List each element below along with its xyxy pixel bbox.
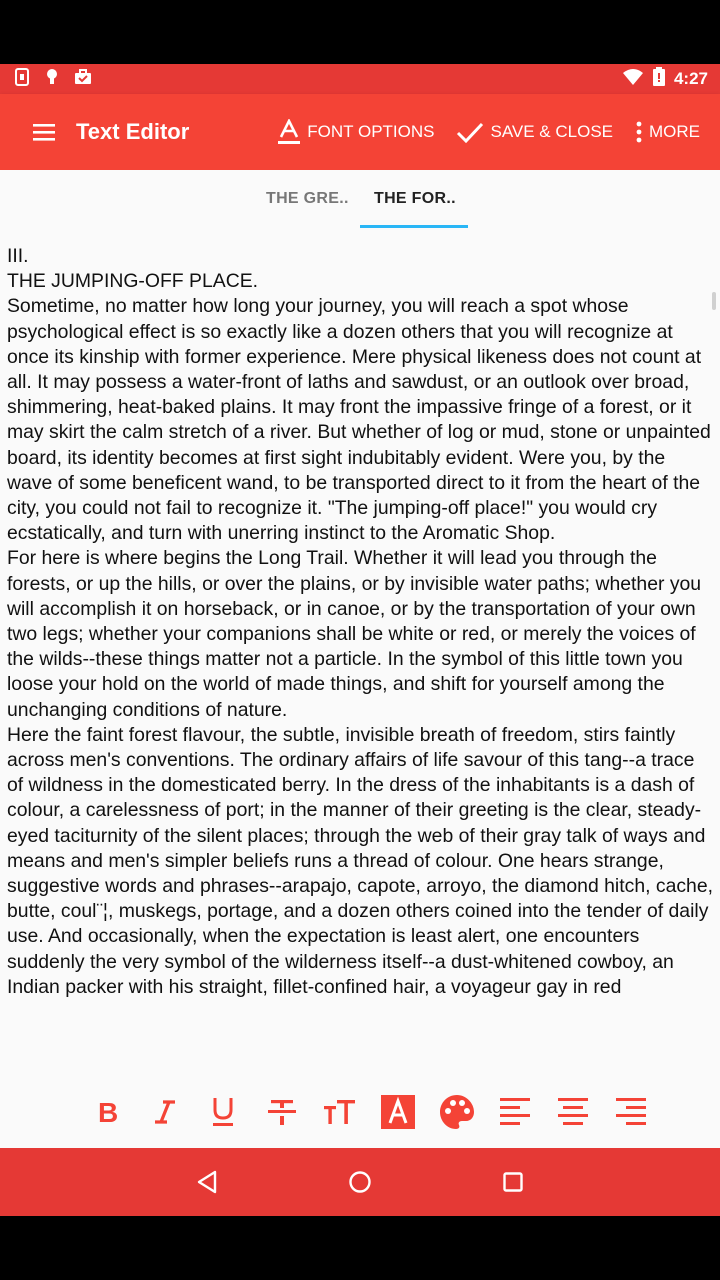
document-text-area[interactable] bbox=[7, 244, 713, 1070]
palette-icon bbox=[438, 1093, 476, 1131]
bottom-black-area bbox=[0, 1216, 720, 1280]
align-right-icon bbox=[615, 1097, 647, 1127]
font-options-label: FONT OPTIONS bbox=[307, 122, 435, 141]
italic-button[interactable] bbox=[143, 1090, 187, 1134]
font-options-button[interactable] bbox=[277, 119, 434, 145]
more-vert-icon bbox=[635, 121, 643, 143]
status-left-icons bbox=[0, 68, 92, 91]
text-color-icon bbox=[381, 1095, 415, 1129]
bold-icon bbox=[95, 1098, 119, 1126]
font-icon bbox=[277, 119, 301, 145]
align-left-button[interactable] bbox=[493, 1090, 537, 1134]
bold-button[interactable] bbox=[85, 1090, 129, 1134]
recents-icon bbox=[501, 1170, 525, 1194]
menu-button[interactable] bbox=[28, 116, 60, 148]
tab-indicator bbox=[360, 225, 468, 228]
save-close-label: SAVE & CLOSE bbox=[490, 122, 613, 141]
recents-button[interactable] bbox=[496, 1165, 530, 1199]
palette-button[interactable] bbox=[435, 1090, 479, 1134]
more-label: MORE bbox=[649, 122, 700, 141]
text-size-icon bbox=[323, 1098, 357, 1126]
tab-the-gre[interactable]: THE GRE.. bbox=[266, 190, 349, 207]
battery-icon bbox=[652, 67, 666, 92]
format-toolbar bbox=[0, 1080, 720, 1144]
top-black-area bbox=[0, 0, 720, 64]
paragraph: III. bbox=[7, 245, 29, 267]
align-right-button[interactable] bbox=[609, 1090, 653, 1134]
align-left-icon bbox=[499, 1097, 531, 1127]
italic-icon bbox=[153, 1098, 177, 1126]
paragraph: For here is where begins the Long Trail. Whether it will lead you through the forests, or up the hills, or over the plains, or by invisible water paths; whether you will accomplish it on horseback, or in canoe, or by the transportation of your own two legs; whether your companions shall be white or red, or merely the voices of the wilds--these things matter not a particle. In the symbol of this little town you loose your hold on the world of made things, and shift for yourself among the unchanging conditions of nature. bbox=[7, 547, 702, 721]
scrollbar[interactable] bbox=[712, 292, 716, 310]
sim-card-icon bbox=[14, 68, 30, 91]
text-color-button[interactable] bbox=[376, 1090, 420, 1134]
hamburger-menu-icon bbox=[32, 122, 56, 142]
app-bar bbox=[0, 94, 720, 170]
underline-icon bbox=[210, 1096, 236, 1128]
paragraph: Here the faint forest flavour, the subtle, invisible breath of freedom, stirs faintly across men's conventions. The ordinary affairs of life savour of this tang--a trace of wildness in the domesticated berry. In the dress of the inhabitants is a dash of colour, a carelessness of port; in the manner of their greeting is the clear, steady-eyed taciturnity of the silent places; through the web of their gray talk of ways and means and men's simpler beliefs runs a thread of colour. One hears strange, suggestive words and phrases--arapajo, capote, arroyo, the diamond hitch, cache, butte, coul¨¦, muskegs, portage, and a dozen others coined into the tender of daily use. And occasionally, when the expectation is least alert, one encounters suddenly the very symbol of the wilderness itself--a dust-whitened cowboy, an Indian packer with his straight, fillet-confined hair, a voyageur gay in red bbox=[7, 723, 713, 998]
editor-content bbox=[0, 170, 720, 1148]
status-right bbox=[622, 67, 720, 92]
home-icon bbox=[347, 1169, 373, 1195]
strikethrough-button[interactable] bbox=[260, 1090, 304, 1134]
more-button[interactable] bbox=[635, 121, 700, 143]
navigation-bar bbox=[0, 1148, 720, 1216]
paragraph: THE JUMPING-OFF PLACE. bbox=[7, 270, 259, 293]
check-icon bbox=[456, 121, 484, 143]
app-title: Text Editor bbox=[76, 119, 190, 144]
briefcase-icon bbox=[74, 68, 92, 91]
status-bar bbox=[0, 64, 720, 94]
home-button[interactable] bbox=[343, 1165, 377, 1199]
tab-the-for[interactable]: THE FOR.. bbox=[374, 190, 456, 207]
back-icon bbox=[195, 1169, 219, 1195]
align-center-icon bbox=[557, 1097, 589, 1127]
strikethrough-icon bbox=[267, 1098, 297, 1126]
back-button[interactable] bbox=[190, 1165, 224, 1199]
app-bar-actions bbox=[255, 119, 720, 145]
underline-button[interactable] bbox=[201, 1090, 245, 1134]
svg-text:B: B bbox=[98, 1098, 119, 1126]
align-center-button[interactable] bbox=[551, 1090, 595, 1134]
document-tabs bbox=[0, 170, 720, 230]
paragraph: Sometime, no matter how long your journey, you will reach a spot whose psychological effect is so exactly like a dozen others that you will recognize at once its kinship with former experience. Mere physical likeness does not count at all. It may possess a water-front of laths and sawdust, or an outlook over broad, shimmering, heat-baked plains. It may front the impassive fringe of a forest, or it may skirt the calm stretch of a river. But whether of log or mud, stone or unpainted board, its identity becomes at first sight indubitably evident. Were you, by the wave of some beneficent wand, to be transported direct to it from the heart of the city, you could not fail to recognize it. "The jumping-off place!" you would cry ecstatically, and turn with unerring instinct to the Aromatic Shop. bbox=[7, 295, 711, 545]
status-time: 4:27 bbox=[673, 69, 708, 88]
text-size-button[interactable] bbox=[318, 1090, 362, 1134]
save-close-button[interactable] bbox=[456, 121, 613, 143]
light-bulb-icon bbox=[44, 68, 60, 91]
wifi-icon bbox=[622, 68, 644, 91]
